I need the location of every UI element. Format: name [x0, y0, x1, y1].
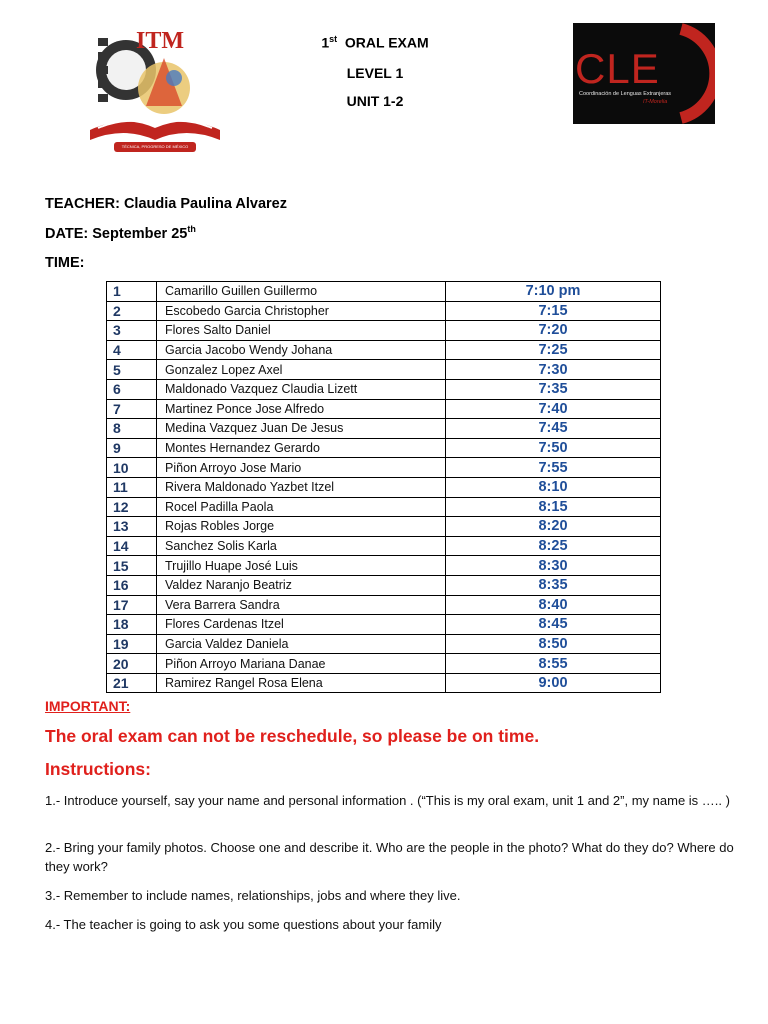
instruction-2: 2.- Bring your family photos. Choose one and describe it. Who are the people in the photo? What do they do? Where do they work? [45, 840, 734, 874]
exam-time: 7:15 [446, 301, 661, 321]
student-name: Trujillo Huape José Luis [157, 556, 446, 576]
row-number: 16 [107, 575, 157, 595]
row-number: 9 [107, 438, 157, 458]
exam-time: 8:25 [446, 536, 661, 556]
row-number: 4 [107, 340, 157, 360]
exam-time: 7:55 [446, 458, 661, 478]
row-number: 13 [107, 517, 157, 537]
row-number: 11 [107, 477, 157, 497]
cle-logo-text: CLE [575, 45, 660, 92]
student-name: Sanchez Solis Karla [157, 536, 446, 556]
table-row [107, 282, 661, 302]
table-row [107, 556, 661, 576]
itm-logo-text: ITM [136, 28, 184, 54]
exam-time: 7:40 [446, 399, 661, 419]
table-row [107, 379, 661, 399]
table-row [107, 301, 661, 321]
important-text: The oral exam can not be reschedule, so please be on time. [45, 726, 540, 746]
table-row [107, 536, 661, 556]
exam-unit: UNIT 1-2 [346, 93, 404, 109]
table-row [107, 595, 661, 615]
student-name: Flores Cardenas Itzel [157, 615, 446, 635]
row-number: 3 [107, 321, 157, 341]
exam-time: 8:55 [446, 654, 661, 674]
exam-time: 9:00 [446, 673, 661, 693]
table-row [107, 497, 661, 517]
table-row [107, 634, 661, 654]
row-number: 20 [107, 654, 157, 674]
row-number: 19 [107, 634, 157, 654]
schedule-body [107, 282, 661, 693]
exam-time: 7:20 [446, 321, 661, 341]
table-row [107, 340, 661, 360]
row-number: 17 [107, 595, 157, 615]
table-row [107, 419, 661, 439]
student-name: Piñon Arroyo Mariana Danae [157, 654, 446, 674]
student-name: Rocel Padilla Paola [157, 497, 446, 517]
exam-time: 8:35 [446, 575, 661, 595]
teacher-label: TEACHER: Claudia Paulina Alvarez [45, 196, 287, 212]
row-number: 8 [107, 419, 157, 439]
table-row [107, 477, 661, 497]
row-number: 1 [107, 282, 157, 302]
cle-logo-subtitle: Coordinación de Lenguas Extranjeras [579, 91, 672, 97]
exam-time: 8:15 [446, 497, 661, 517]
student-name: Gonzalez Lopez Axel [157, 360, 446, 380]
row-number: 21 [107, 673, 157, 693]
table-row [107, 438, 661, 458]
student-name: Rivera Maldonado Yazbet Itzel [157, 477, 446, 497]
instruction-4: 4.- The teacher is going to ask you some questions about your family [45, 917, 442, 932]
exam-time: 8:40 [446, 595, 661, 615]
table-row [107, 458, 661, 478]
schedule-table [106, 281, 661, 693]
date-label: DATE: September 25th [45, 224, 196, 242]
row-number: 7 [107, 399, 157, 419]
row-number: 12 [107, 497, 157, 517]
time-label: TIME: [45, 255, 85, 271]
student-name: Escobedo Garcia Christopher [157, 301, 446, 321]
exam-time: 7:30 [446, 360, 661, 380]
itm-logo [84, 18, 226, 158]
important-label: IMPORTANT: [45, 698, 131, 714]
exam-level: LEVEL 1 [346, 65, 404, 81]
exam-time: 8:30 [446, 556, 661, 576]
cle-logo-tag: IT-Morelia [643, 99, 668, 105]
row-number: 10 [107, 458, 157, 478]
student-name: Ramirez Rangel Rosa Elena [157, 673, 446, 693]
student-name: Flores Salto Daniel [157, 321, 446, 341]
table-row [107, 575, 661, 595]
row-number: 6 [107, 379, 157, 399]
exam-time: 7:50 [446, 438, 661, 458]
exam-time: 8:45 [446, 615, 661, 635]
student-name: Montes Hernandez Gerardo [157, 438, 446, 458]
exam-time: 8:10 [446, 477, 661, 497]
student-name: Rojas Robles Jorge [157, 517, 446, 537]
cle-logo [573, 23, 715, 124]
table-row [107, 654, 661, 674]
student-name: Medina Vazquez Juan De Jesus [157, 419, 446, 439]
table-row [107, 321, 661, 341]
table-row [107, 360, 661, 380]
table-row [107, 673, 661, 693]
student-name: Vera Barrera Sandra [157, 595, 446, 615]
student-name: Piñon Arroyo Jose Mario [157, 458, 446, 478]
student-name: Camarillo Guillen Guillermo [157, 282, 446, 302]
student-name: Garcia Jacobo Wendy Johana [157, 340, 446, 360]
student-name: Martinez Ponce Jose Alfredo [157, 399, 446, 419]
row-number: 2 [107, 301, 157, 321]
table-row [107, 399, 661, 419]
exam-title: 1st ORAL EXAM [321, 34, 429, 51]
row-number: 5 [107, 360, 157, 380]
instructions-title: Instructions: [45, 759, 151, 779]
exam-time: 7:35 [446, 379, 661, 399]
row-number: 14 [107, 536, 157, 556]
row-number: 18 [107, 615, 157, 635]
row-number: 15 [107, 556, 157, 576]
student-name: Maldonado Vazquez Claudia Lizett [157, 379, 446, 399]
instruction-1: 1.- Introduce yourself, say your name and personal information . (“This is my oral exam, unit 1 and 2”, my name is ….. ) [45, 793, 730, 808]
exam-time: 8:50 [446, 634, 661, 654]
itm-logo-banner: TÉCNICA, PROGRESO DE MÉXICO [121, 144, 189, 149]
student-name: Garcia Valdez Daniela [157, 634, 446, 654]
instruction-3: 3.- Remember to include names, relationships, jobs and where they live. [45, 888, 461, 903]
exam-time: 7:10 pm [446, 282, 661, 302]
table-row [107, 517, 661, 537]
exam-time: 8:20 [446, 517, 661, 537]
table-row [107, 615, 661, 635]
exam-time: 7:25 [446, 340, 661, 360]
student-name: Valdez Naranjo Beatriz [157, 575, 446, 595]
exam-time: 7:45 [446, 419, 661, 439]
